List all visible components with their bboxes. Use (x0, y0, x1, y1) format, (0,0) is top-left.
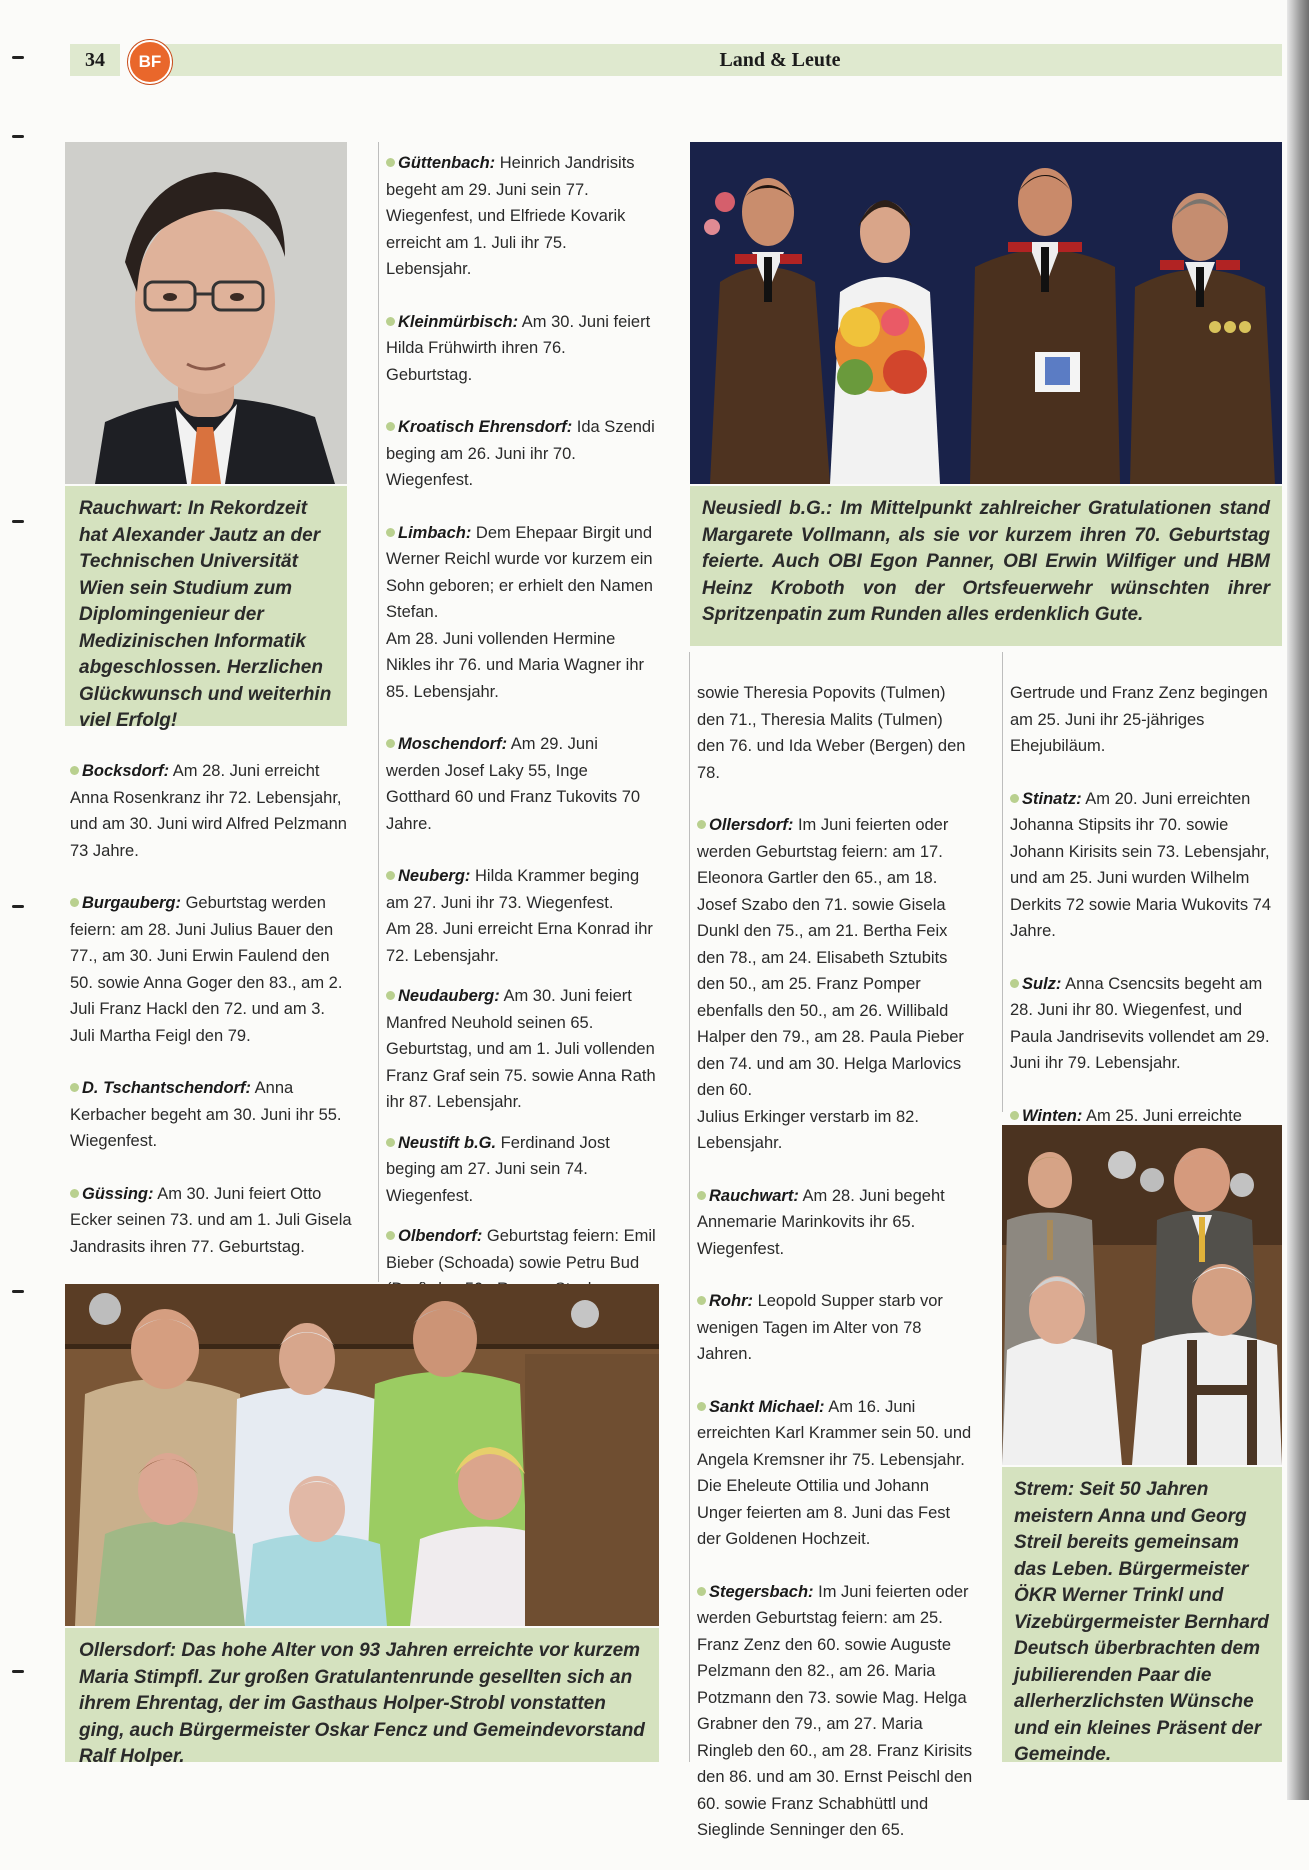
place-name: Ollersdorf: (709, 816, 794, 834)
bullet-icon (70, 1189, 79, 1198)
bf-logo-icon: BF (128, 40, 172, 84)
item-text: Hilda Krammer beging am 27. Juni ihr 73. Wiegenfest. (386, 867, 640, 912)
place-name: Limbach: (398, 523, 472, 542)
page-binding-edge (1287, 0, 1309, 1800)
item-text: Geburtstag feiern: Emil Bieber (Schoada) sowie Petru Bud (386, 1227, 656, 1272)
page-number: 34 (70, 44, 120, 76)
list-item (697, 1288, 973, 1368)
list-item (697, 1579, 973, 1844)
portrait-caption: Rauchwart: In Rekordzeit hat Alexander Jautz an der Technischen Universität Wien sein Studium zum Diplomingenieur der Medizinischen Informatik abgeschlossen. Herzlichen Glückwunsch und weiterhin viel Erfolg! (65, 486, 347, 726)
column-2 (386, 150, 656, 1382)
place-name: Stegersbach: (709, 1582, 814, 1601)
list-item (386, 414, 656, 494)
section-title: Land & Leute (719, 49, 841, 71)
item-text: Ferdinand Jost beging am 27. Juni sein 74. Wiegenfest. (386, 1133, 610, 1205)
place-name: Burgauberg: (82, 894, 181, 912)
item-text: Geburtstag werden feiern: am 28. Juni Julius Bauer den 77., am 30. Juni Erwin Faulend den 50. sowie Anna Goger den 83., am 2. Juli Franz Hackl den 72. und am 3. Juli Martha Feigl den 79. (70, 894, 343, 1045)
bullet-icon (386, 991, 395, 1000)
place-name: Neuberg: (398, 867, 471, 885)
list-item (386, 309, 656, 389)
place-name: Sankt Michael: (709, 1397, 825, 1416)
continuation-text: sowie Theresia Popovits (Tulmen) den 71., Theresia Malits (Tulmen) den 76. und Ida Weber (Bergen) den 78. (697, 684, 966, 782)
column-divider (689, 652, 690, 1762)
list-item (697, 812, 973, 1157)
neusiedl-caption: Neusiedl b.G.: Im Mittelpunkt zahlreicher Gratulationen stand Margarete Vollmann, als sie vor kurzem ihren 70. Geburtstag feierte. Auch OBI Egon Panner, OBI Erwin Wilfiger und HBM Heinz Kroboth von der Ortsfeuerwehr wünschten ihrer Spritzenpatin zum Runden alles erdenklich Gute. (690, 486, 1282, 646)
list-item (386, 1130, 656, 1210)
list-item (697, 1394, 973, 1553)
place-name: Stinatz: (1022, 789, 1082, 808)
item-text: Am 20. Juni erreichten Johanna Stipsits ihr 70. sowie Johann Kirisits sein 73. Lebensjahr, und am 25. Juni wurden Wilhelm Derkits 72 sowie Maria Wukovits 74 Jahre. (1010, 789, 1272, 940)
item-extra-text: Die Eheleute Ottilia und Johann Unger feierten am 8. Juni das Fest der Goldenen Hochzeit. (697, 1477, 951, 1548)
place-name: Neustift b.G. (398, 1133, 497, 1152)
neusiedl-photo (690, 142, 1282, 484)
ollersdorf-caption: Ollersdorf: Das hohe Alter von 93 Jahren erreichte vor kurzem Maria Stimpfl. Zur großen Gratulantenrunde gesellten sich an ihrem Ehrentag, der im Gasthaus Holper-Strobl vonstatten ging, auch Bürgermeister Oskar Fencz und Gemeindevorstand Ralf Holper. (65, 1628, 659, 1762)
item-text: Dem Ehepaar Birgit und Werner Reichl wurde vor kurzem ein Sohn geboren; er erhielt den Namen Stefan. (386, 523, 653, 621)
list-item (70, 1075, 352, 1155)
place-name: Winten: (1022, 1106, 1083, 1125)
bullet-icon (697, 1402, 706, 1411)
bullet-icon (697, 1587, 706, 1596)
list-item (386, 863, 656, 969)
item-text: Anna Kerbacher begeht am 30. Juni ihr 55. Wiegenfest. (70, 1079, 342, 1150)
bullet-icon (70, 766, 79, 775)
place-name: Güttenbach: (398, 154, 496, 172)
bullet-icon (386, 1138, 395, 1147)
item-extra-text: Am 28. Juni erreicht Erna Konrad ihr 72. Lebensjahr. (386, 920, 653, 965)
list-item (1010, 971, 1282, 1077)
bullet-icon (386, 739, 395, 748)
bullet-icon (1010, 1111, 1019, 1120)
item-text: Heinrich Jandrisits begeht am 29. Juni sein 77. Wiegenfest, und Elfriede Kovarik erreicht am 1. Juli ihr 75. Lebensjahr. (386, 154, 635, 278)
item-text: Am 28. Juni begeht Annemarie Marinkovits ihr 65. Wiegenfest. (697, 1186, 945, 1258)
bullet-icon (697, 820, 706, 829)
item-text: Am 28. Juni erreicht Anna Rosenkranz ihr 72. Lebensjahr, und am 30. Juni wird Alfred Pelzmann 73 Jahre. (70, 762, 347, 860)
list-item (386, 731, 656, 837)
list-item (697, 1183, 973, 1263)
item-text: Anna Csencsits begeht am 28. Juni ihr 80. Wiegenfest, und Paula Jandrisevits vollendet am 29. Juni ihr 79. Lebensjahr. (1010, 974, 1270, 1072)
list-item (70, 1181, 352, 1261)
list-item (70, 758, 352, 864)
bullet-icon (697, 1296, 706, 1305)
item-text: Am 16. Juni erreichten Karl Krammer sein 50. und Angela Kremsner ihr 75. Lebensjahr. (697, 1397, 972, 1469)
item-text: Am 30. Juni feiert Hilda Frühwirth ihren 76. Geburtstag. (386, 312, 651, 384)
place-name: Sulz: (1022, 974, 1062, 993)
item-text: Im Juni feierten oder werden Geburtstag feiern: am 17. Eleonora Gartler den 65., am 18. Josef Szabo den 71. sowie Gisela Dunkl den 75., am 21. Bertha Feix den 78., am 24. Elisabeth Sztubits den 50., am 25. Franz Pomper ebenfalls den 50., am 26. Willibald Halper den 79., am 28. Paula Pieber den 74. und am 30. Helga Marlovics den 60. (697, 816, 964, 1099)
bullet-icon (386, 422, 395, 431)
scan-edge-marks (0, 0, 30, 1800)
place-name: Güssing: (82, 1184, 154, 1203)
item-text: Ida Szendi beging am 26. Juni ihr 70. Wiegenfest. (386, 418, 655, 489)
item-text: Am 25. Juni erreichte (1086, 1106, 1242, 1125)
place-name: Bocksdorf: (82, 762, 170, 780)
bullet-icon (386, 317, 395, 326)
item-text: Im Juni feierten oder werden Geburtstag feiern: am 25. Franz Zenz den 60. sowie Auguste Pelzmann den 82., am 26. Maria Potzmann den 73. sowie Mag. Helga Grabner den 79., am 27. Maria Ringleb den 60., am 28. Franz Kirisits den 86. und am 30. Ernst Peischl den 60. sowie Franz Schabhüttl und Sieglinde Senninger den 65. (697, 1582, 973, 1839)
item-text: Am 30. Juni feiert Otto Ecker seinen 73. und am 1. Juli Gisela Jandrasits ihren 77. Geburtstag. (70, 1184, 352, 1256)
place-name: Kroatisch Ehrensdorf: (398, 418, 573, 436)
bullet-icon (70, 898, 79, 907)
bullet-icon (386, 1231, 395, 1240)
place-name: Moschendorf: (398, 735, 508, 753)
place-name: Rauchwart: (709, 1186, 799, 1205)
bullet-icon (70, 1083, 79, 1092)
list-item (386, 520, 656, 706)
bullet-icon (386, 158, 395, 167)
bullet-icon (697, 1191, 706, 1200)
bullet-icon (1010, 794, 1019, 803)
strem-caption: Strem: Seit 50 Jahren meistern Anna und Georg Streil bereits gemeinsam das Leben. Bürgermeister ÖKR Werner Trinkl und Vizebürgermeister Bernhard Deutsch überbrachten dem jubilierenden Paar die allerherzlichsten Wünsche und ein kleines Präsent der Gemeinde. (1002, 1467, 1282, 1762)
item-extra-text: Julius Erkinger verstarb im 82. Lebensjahr. (697, 1107, 919, 1152)
list-item (70, 890, 352, 1049)
bullet-icon (1010, 979, 1019, 988)
column-divider (1002, 652, 1003, 1112)
item-text: Leopold Supper starb vor wenigen Tagen im Alter von 78 Jahren. (697, 1292, 943, 1363)
column-divider (378, 142, 379, 1282)
list-item (1010, 786, 1282, 945)
list-item (386, 983, 656, 1116)
list-item (386, 150, 656, 283)
column-3 (697, 680, 973, 1870)
portrait-photo (65, 142, 347, 484)
place-name: Olbendorf: (398, 1227, 483, 1245)
place-name: Rohr: (709, 1292, 753, 1310)
bullet-icon (386, 871, 395, 880)
item-text: Am 30. Juni feiert Manfred Neuhold seinen 65. Geburtstag, und am 1. Juli vollenden Franz Graf sein 75. sowie Anna Rath ihr 87. Lebensjahr. (386, 987, 656, 1111)
place-name: Kleinmürbisch: (398, 312, 519, 331)
item-text: Am 29. Juni werden Josef Laky 55, Inge Gotthard 60 und Franz Tukovits 70 Jahre. (386, 735, 641, 833)
item-extra-text: Am 28. Juni vollenden Hermine Nikles ihr 76. und Maria Wagner ihr 85. Lebensjahr. (386, 629, 644, 701)
place-name: Neudauberg: (398, 987, 500, 1005)
column-1 (70, 758, 352, 1286)
continuation-text: Gertrude und Franz Zenz begingen am 25. Juni ihr 25-jähriges Ehejubiläum. (1010, 684, 1268, 755)
column-4 (1010, 680, 1282, 1182)
place-name: D. Tschantschendorf: (82, 1079, 251, 1097)
ollersdorf-photo (65, 1284, 659, 1626)
strem-photo (1002, 1125, 1282, 1465)
bullet-icon (386, 528, 395, 537)
